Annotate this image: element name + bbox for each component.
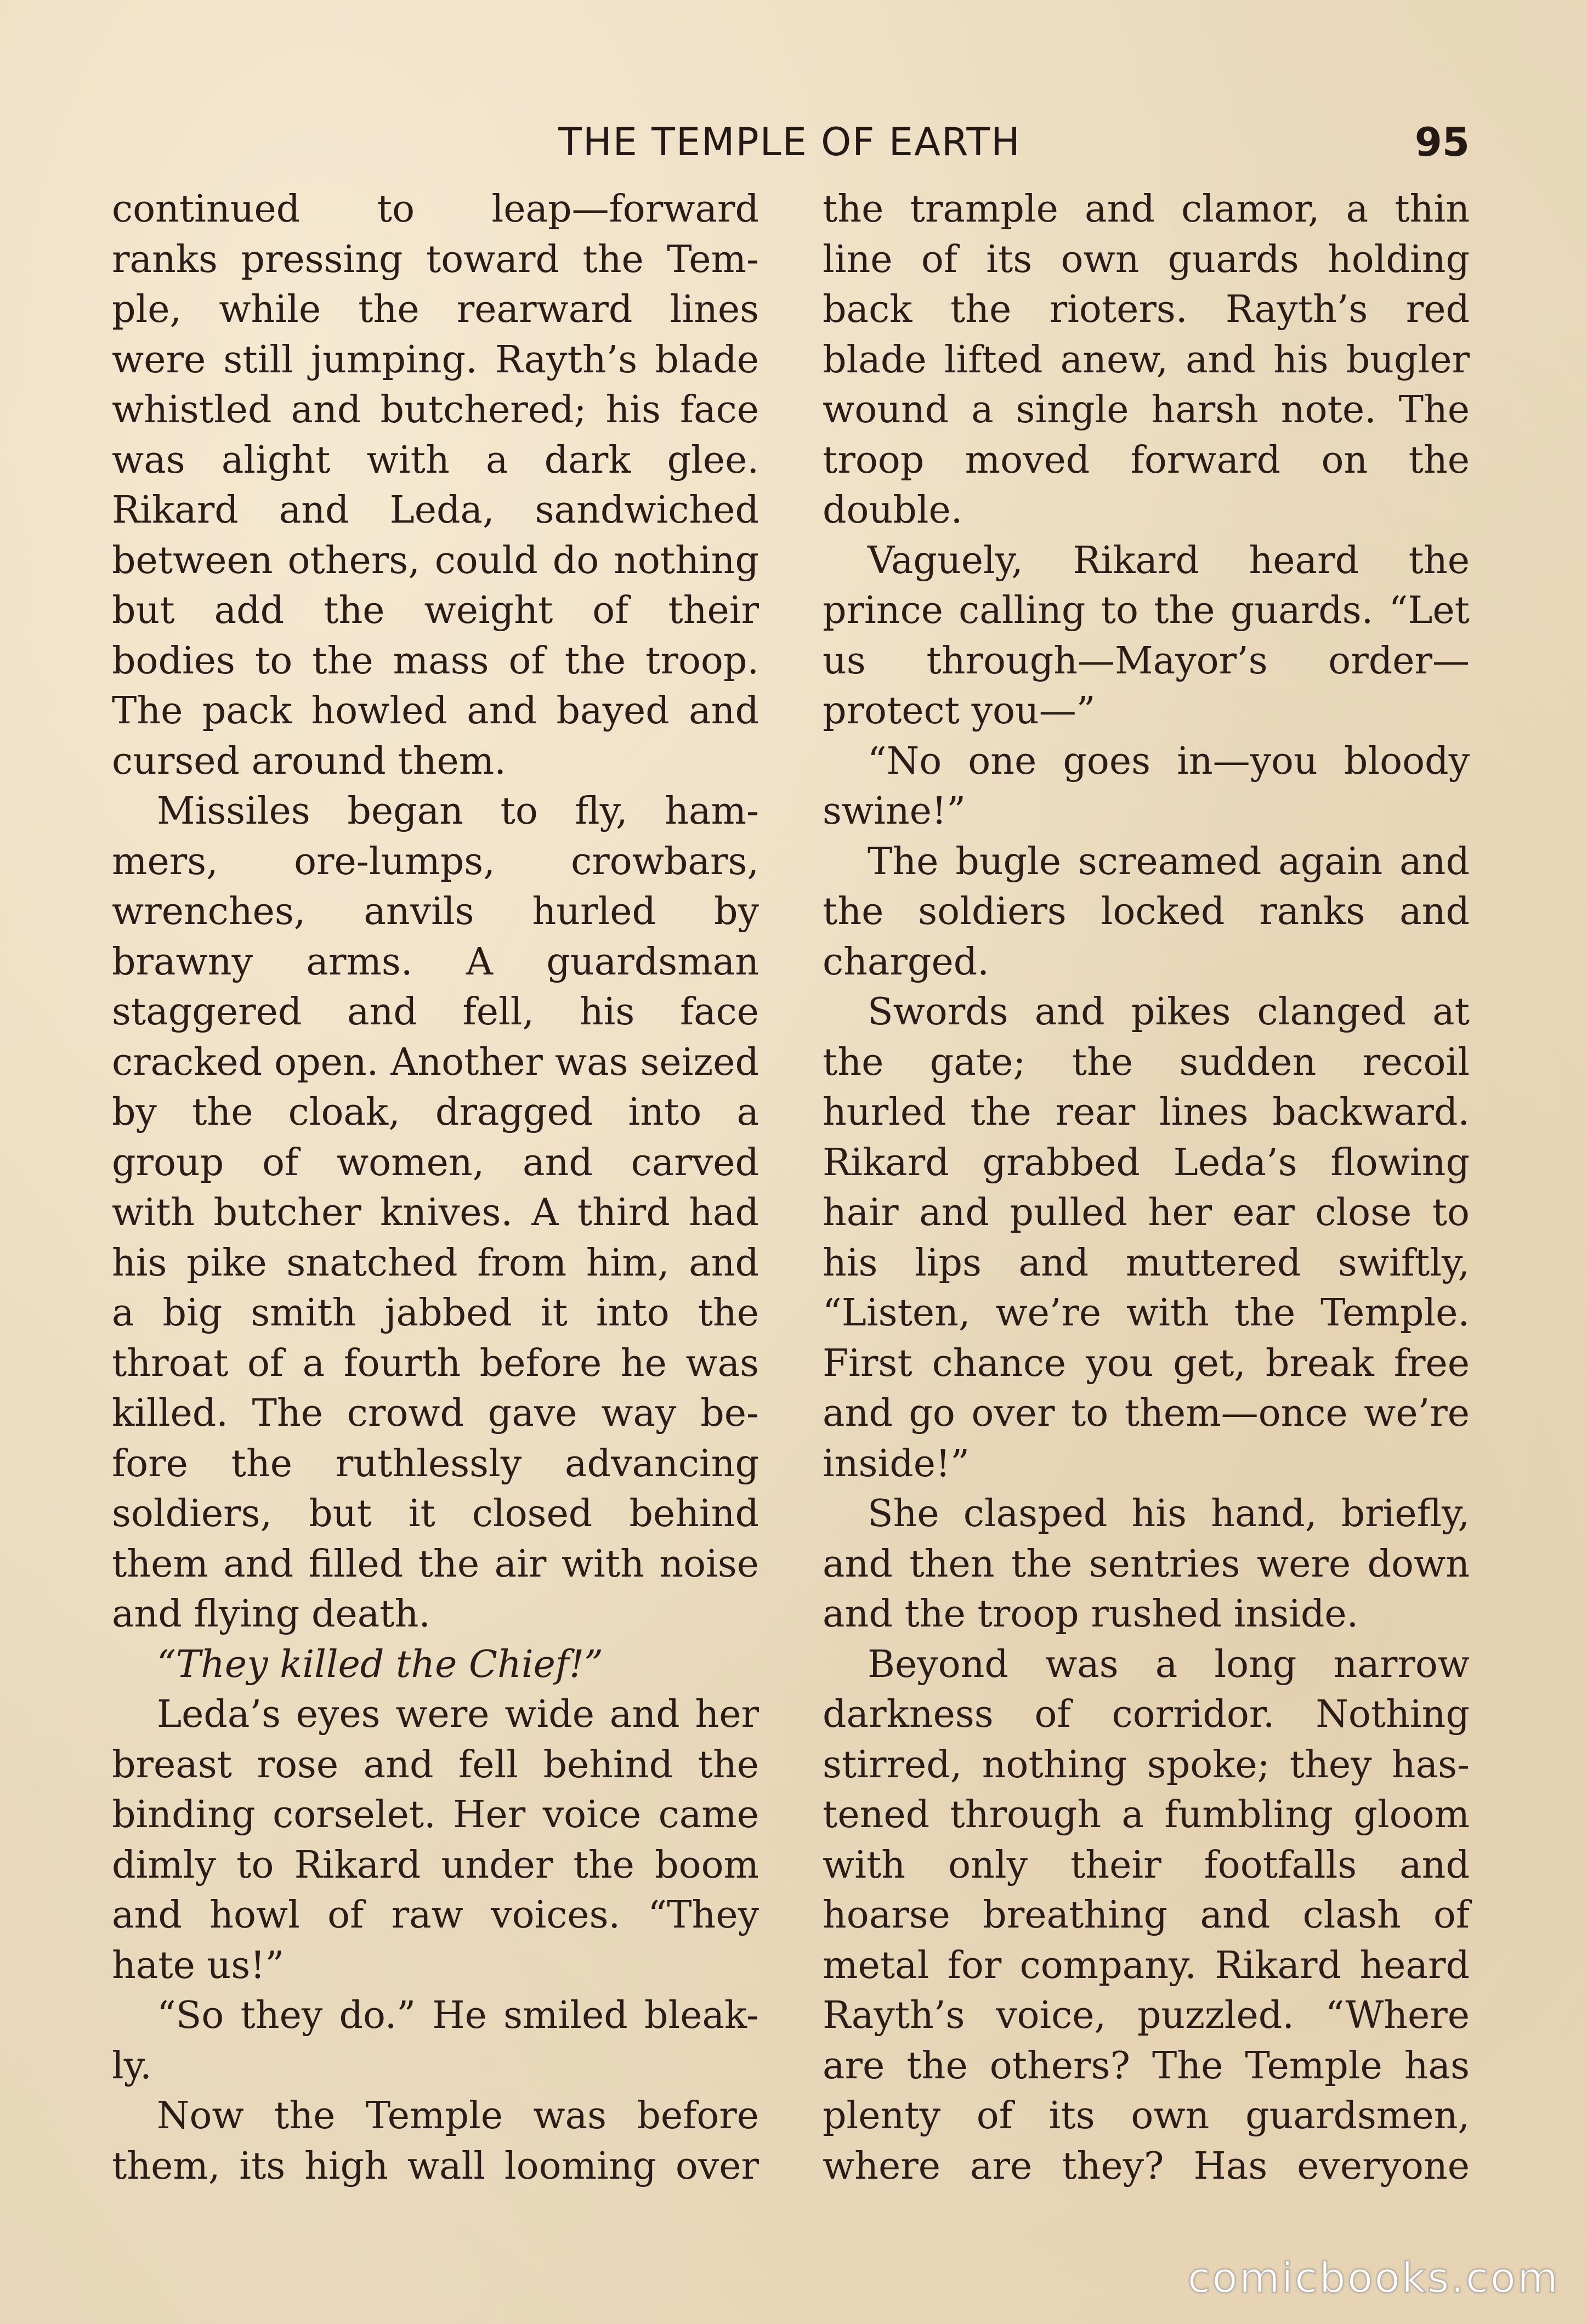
text-line: swine!” bbox=[823, 790, 966, 833]
text-line: hurled the rear lines backward. bbox=[823, 1091, 1470, 1134]
text-line: Rikard grabbed Leda’s flowing bbox=[823, 1141, 1470, 1184]
text-line: soldiers, but it closed behind bbox=[112, 1492, 759, 1535]
text-line: stirred, nothing spoke; they has- bbox=[823, 1743, 1470, 1787]
text-line: were still jumping. Rayth’s blade bbox=[112, 338, 759, 382]
text-line: them and filled the air with noise bbox=[112, 1542, 759, 1586]
text-line: She clasped his hand, briefly, bbox=[868, 1492, 1470, 1535]
text-line: mers, ore-lumps, crowbars, bbox=[112, 840, 759, 883]
text-line: group of women, and carved bbox=[112, 1141, 759, 1184]
text-line: and go over to them—once we’re bbox=[823, 1392, 1470, 1435]
text-line: breast rose and fell behind the bbox=[112, 1743, 759, 1787]
text-line: them, its high wall looming over bbox=[112, 2144, 759, 2188]
text-line: and howl of raw voices. “They bbox=[112, 1894, 759, 1937]
text-line: cracked open. Another was seized bbox=[112, 1040, 759, 1084]
running-title: THE TEMPLE OF EARTH bbox=[558, 120, 1021, 165]
text-line: his pike snatched from him, and bbox=[112, 1241, 759, 1285]
text-line: throat of a fourth before he was bbox=[112, 1341, 759, 1385]
text-line: protect you—” bbox=[823, 689, 1096, 733]
text-line: line of its own guards holding bbox=[823, 237, 1470, 281]
text-line: wrenches, anvils hurled by bbox=[112, 890, 759, 933]
text-line: ly. bbox=[112, 2044, 152, 2088]
text-line: troop moved forward on the bbox=[823, 438, 1470, 482]
text-line: “Listen, we’re with the Temple. bbox=[823, 1291, 1470, 1335]
text-line: by the cloak, dragged into a bbox=[112, 1091, 759, 1134]
text-line: Rayth’s voice, puzzled. “Where bbox=[823, 1994, 1470, 2037]
left-column bbox=[112, 184, 759, 2191]
page-number: 95 bbox=[1414, 119, 1470, 165]
text-line: double. bbox=[823, 489, 963, 532]
watermark: comicbooks.com bbox=[1187, 2253, 1560, 2302]
text-line: his lips and muttered swiftly, bbox=[823, 1241, 1470, 1285]
text-line: the gate; the sudden recoil bbox=[823, 1040, 1470, 1084]
text-line: charged. bbox=[823, 940, 989, 984]
text-line: are the others? The Temple has bbox=[823, 2044, 1470, 2088]
text-line: whistled and butchered; his face bbox=[112, 388, 759, 432]
text-line: the trample and clamor, a thin bbox=[823, 188, 1470, 231]
text-line: ranks pressing toward the Tem- bbox=[112, 237, 759, 281]
text-line: but add the weight of their bbox=[112, 589, 759, 632]
text-line: and then the sentries were down bbox=[823, 1542, 1470, 1586]
text-line: dimly to Rikard under the boom bbox=[112, 1843, 759, 1887]
text-line: tened through a fumbling gloom bbox=[823, 1793, 1470, 1836]
text-line: plenty of its own guardsmen, bbox=[823, 2094, 1470, 2138]
text-line: with only their footfalls and bbox=[823, 1843, 1470, 1887]
text-line: with butcher knives. A third had bbox=[112, 1191, 759, 1234]
text-line: a big smith jabbed it into the bbox=[112, 1291, 759, 1335]
text-line: brawny arms. A guardsman bbox=[112, 940, 759, 984]
text-line: cursed around them. bbox=[112, 739, 506, 783]
text-line: The pack howled and bayed and bbox=[112, 689, 759, 733]
text-line: continued to leap—forward bbox=[112, 188, 759, 231]
text-line: Vaguely, Rikard heard the bbox=[868, 539, 1470, 582]
text-line: and flying death. bbox=[112, 1592, 430, 1636]
text-line: ple, while the rearward lines bbox=[112, 288, 759, 331]
text-line: metal for company. Rikard heard bbox=[823, 1943, 1470, 1987]
text-line: hate us!” bbox=[112, 1943, 285, 1987]
text-line: “No one goes in—you bloody bbox=[868, 739, 1470, 783]
text-line: “They killed the Chief!” bbox=[157, 1642, 604, 1686]
text-line: darkness of corridor. Nothing bbox=[823, 1693, 1470, 1736]
text-line: was alight with a dark glee. bbox=[112, 438, 759, 482]
text-line: back the rioters. Rayth’s red bbox=[823, 288, 1470, 331]
text-line: Now the Temple was before bbox=[157, 2094, 759, 2138]
text-line: hoarse breathing and clash of bbox=[823, 1894, 1470, 1937]
text-line: blade lifted anew, and his bugler bbox=[823, 338, 1470, 382]
text-line: hair and pulled her ear close to bbox=[823, 1191, 1470, 1234]
text-line: wound a single harsh note. The bbox=[823, 388, 1470, 432]
text-line: Rikard and Leda, sandwiched bbox=[112, 489, 759, 532]
text-line: us through—Mayor’s order— bbox=[823, 639, 1470, 683]
text-line: the soldiers locked ranks and bbox=[823, 890, 1470, 933]
text-line: inside!” bbox=[823, 1442, 970, 1486]
text-line: fore the ruthlessly advancing bbox=[112, 1442, 759, 1486]
text-line: First chance you get, break free bbox=[823, 1341, 1470, 1385]
text-line: Beyond was a long narrow bbox=[868, 1642, 1470, 1686]
text-line: killed. The crowd gave way be- bbox=[112, 1392, 759, 1435]
text-line: binding corselet. Her voice came bbox=[112, 1793, 759, 1836]
text-line: bodies to the mass of the troop. bbox=[112, 639, 759, 683]
text-line: The bugle screamed again and bbox=[868, 840, 1470, 883]
text-line: prince calling to the guards. “Let bbox=[823, 589, 1470, 632]
right-column bbox=[823, 184, 1470, 2191]
text-line: and the troop rushed inside. bbox=[823, 1592, 1359, 1636]
text-line: where are they? Has everyone bbox=[823, 2144, 1470, 2188]
text-line: Swords and pikes clanged at bbox=[868, 990, 1470, 1034]
text-line: Leda’s eyes were wide and her bbox=[157, 1693, 759, 1736]
text-line: between others, could do nothing bbox=[112, 539, 759, 582]
text-line: staggered and fell, his face bbox=[112, 990, 759, 1034]
running-header bbox=[110, 112, 1470, 172]
text-line: “So they do.” He smiled bleak- bbox=[157, 1994, 759, 2037]
text-line: Missiles began to fly, ham- bbox=[157, 790, 759, 833]
